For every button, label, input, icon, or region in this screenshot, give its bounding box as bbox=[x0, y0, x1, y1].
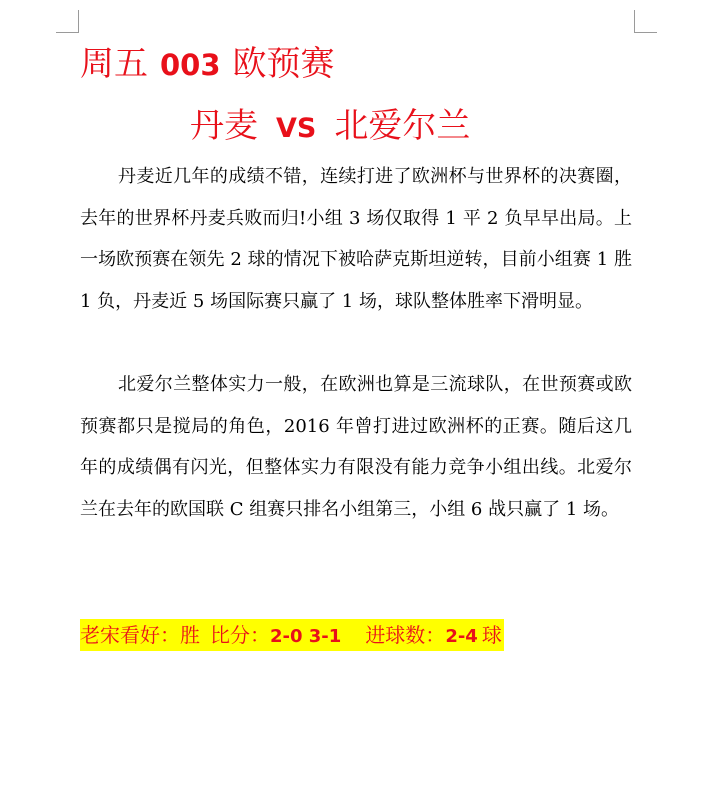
goals-label: 进球数： bbox=[365, 623, 446, 647]
page-corner-mark-top-left bbox=[56, 10, 79, 33]
away-team-analysis-paragraph: 北爱尔兰整体实力一般，在欧洲也算是三流球队，在世预赛或欧预赛都只是搅局的角色，2016 年曾打进过欧洲杯的正赛。随后这几年的成绩偶有闪光，但整体实力有限没有能力竞争小组出线。北爱尔兰在去年的欧国联 C 组赛只排名小组第三，小组 6 战只赢了 1 场。 bbox=[80, 374, 632, 520]
away-team: 北爱尔兰 bbox=[334, 106, 471, 146]
matchup-title bbox=[190, 102, 470, 153]
predicted-scores: 2-0 3-1 bbox=[270, 626, 342, 647]
home-team: 丹麦 bbox=[190, 106, 258, 146]
competition-name: 欧预赛 bbox=[232, 44, 335, 84]
home-team-analysis-paragraph: 丹麦近几年的成绩不错，连续打进了欧洲杯与世界杯的决赛圈，去年的世界杯丹麦兵败而归!小组 3 场仅取得 1 平 2 负早早出局。上一场欧预赛在领先 2 球的情况下被哈萨克斯坦逆转，目前小组赛 1 胜 1 负，丹麦近 5 场国际赛只赢了 1 场，球队整体胜率下滑明显。 bbox=[80, 166, 632, 312]
page-corner-mark-top-right bbox=[634, 10, 657, 33]
prediction-highlight bbox=[80, 619, 504, 651]
goals-unit: 球 bbox=[481, 623, 502, 647]
score-label: 比分： bbox=[210, 623, 270, 647]
prediction-label: 老宋看好：胜 bbox=[80, 623, 200, 647]
match-header bbox=[80, 40, 335, 89]
match-day: 周五 bbox=[80, 44, 148, 84]
match-number: 003 bbox=[160, 48, 221, 82]
predicted-goals: 2-4 bbox=[445, 626, 478, 647]
versus-label: VS bbox=[276, 113, 317, 144]
